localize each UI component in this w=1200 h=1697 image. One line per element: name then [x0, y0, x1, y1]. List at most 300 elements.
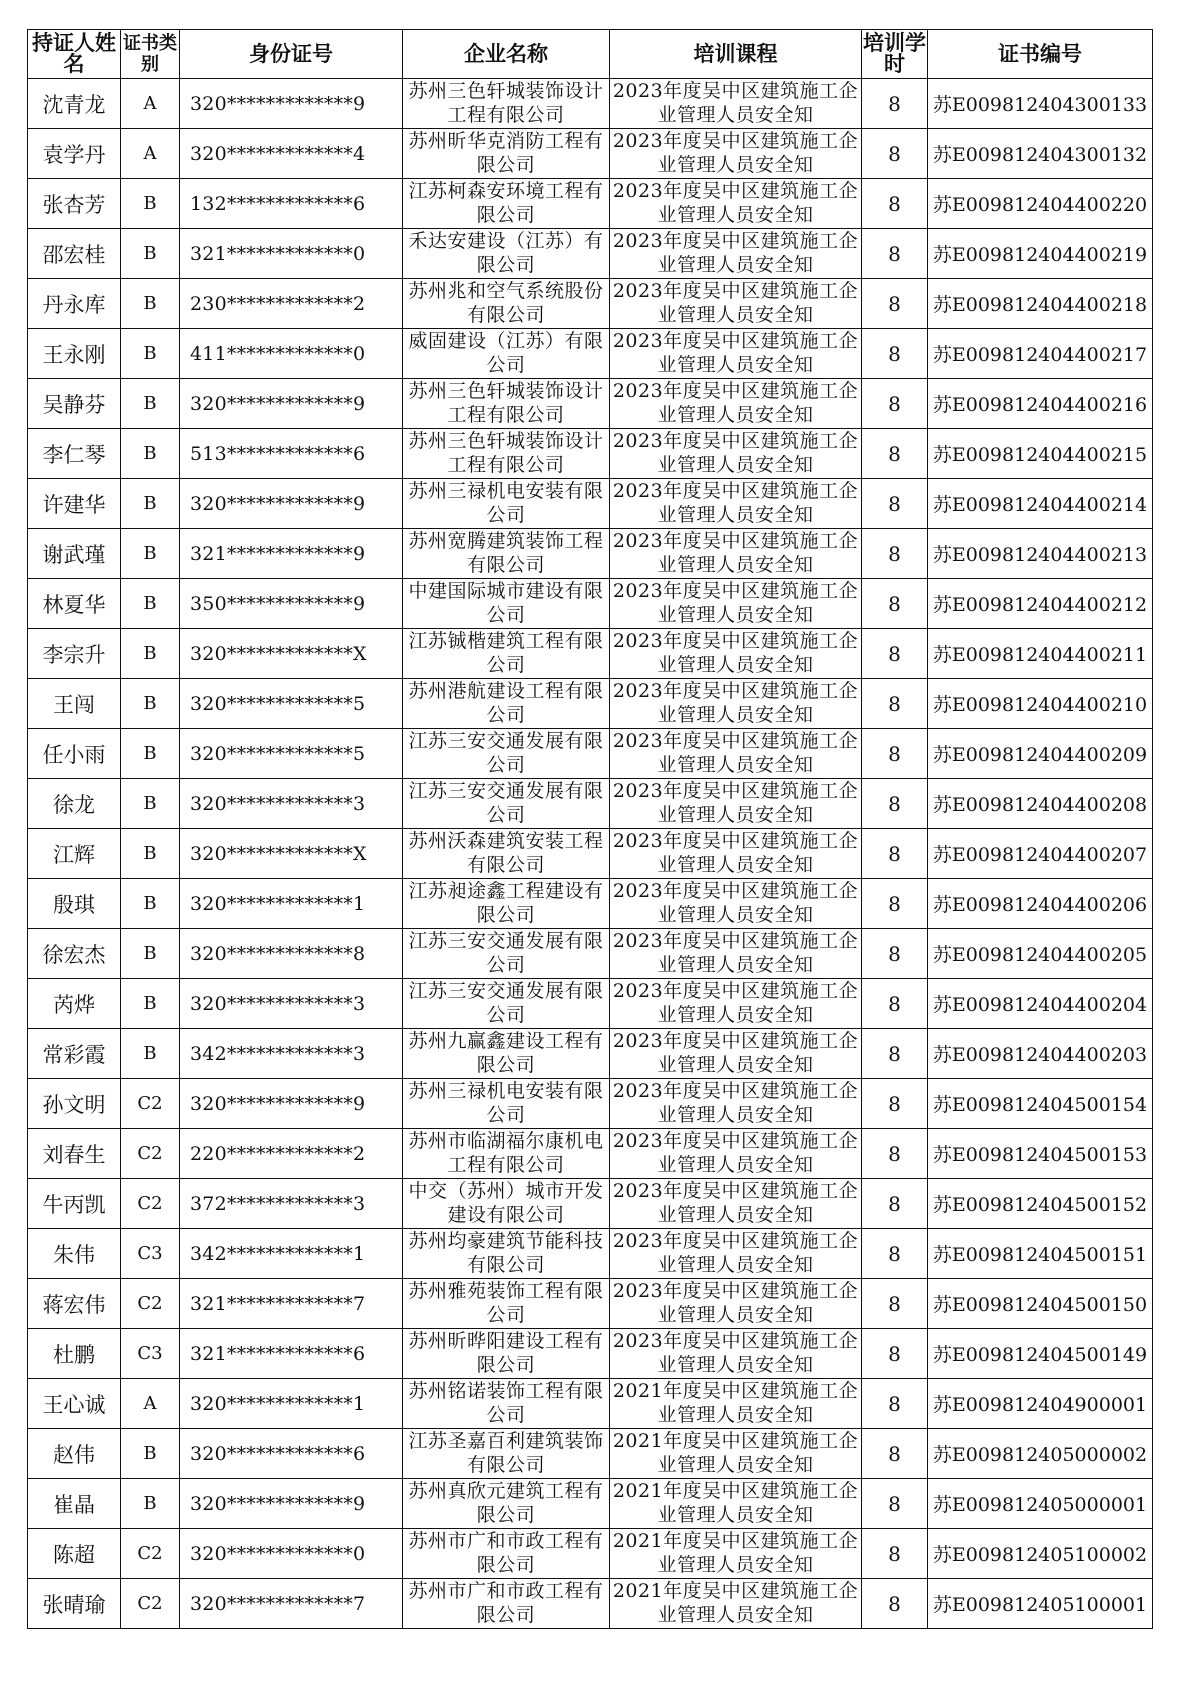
table-row: [28, 879, 1153, 929]
cell-cert-number: 苏E009812404400215: [928, 429, 1153, 479]
cell-company: 苏州港航建设工程有限公司: [408, 679, 604, 726]
table-row: [28, 1079, 1153, 1129]
cell-id-number: 320*************5: [180, 729, 403, 779]
cell-cert-category: C2: [121, 1279, 180, 1329]
cell-company: 苏州三色轩城装饰设计工程有限公司: [408, 79, 604, 126]
cell-company: 苏州兆和空气系统股份有限公司: [408, 279, 604, 326]
cell-cert-category: B: [121, 679, 180, 729]
cell-training-hours: 8: [862, 179, 928, 229]
cell-course: 2023年度吴中区建筑施工企业管理人员安全知: [612, 779, 859, 826]
cell-cert-category: C3: [121, 1229, 180, 1279]
cell-company: 苏州雅苑装饰工程有限公司: [408, 1279, 604, 1326]
cell-cert-category: C2: [121, 1579, 180, 1629]
cell-course: 2023年度吴中区建筑施工企业管理人员安全知: [612, 1029, 859, 1076]
cell-company: 威固建设（江苏）有限公司: [408, 329, 604, 376]
table-row: [28, 1279, 1153, 1329]
cell-course-cell: [610, 129, 862, 179]
cell-course-cell: [610, 1279, 862, 1329]
cell-cert-category: A: [121, 79, 180, 129]
cell-course-cell: [610, 1079, 862, 1129]
cell-cert-category: B: [121, 1479, 180, 1529]
cell-company: 中交（苏州）城市开发建设有限公司: [408, 1179, 604, 1226]
table-row: [28, 1179, 1153, 1229]
cell-id-number: 320*************5: [180, 679, 403, 729]
cell-training-hours: 8: [862, 679, 928, 729]
cell-company: 苏州市广和市政工程有限公司: [408, 1579, 604, 1626]
table-row: [28, 1229, 1153, 1279]
cell-cert-number: 苏E009812404400207: [928, 829, 1153, 879]
cell-holder-name: 李宗升: [28, 629, 121, 679]
cell-cert-category: C2: [121, 1079, 180, 1129]
cell-cert-category: A: [121, 129, 180, 179]
cell-course-cell: [610, 679, 862, 729]
cell-company-cell: [403, 1179, 610, 1229]
cell-id-number: 321*************6: [180, 1329, 403, 1379]
cell-id-number: 320*************9: [180, 379, 403, 429]
cell-course-cell: [610, 1529, 862, 1579]
cell-course: 2021年度吴中区建筑施工企业管理人员安全知: [612, 1379, 859, 1426]
cell-cert-category: B: [121, 229, 180, 279]
cell-cert-category: B: [121, 179, 180, 229]
cell-holder-name: 吴静芬: [28, 379, 121, 429]
cell-holder-name: 沈青龙: [28, 79, 121, 129]
cell-training-hours: 8: [862, 979, 928, 1029]
cell-training-hours: 8: [862, 629, 928, 679]
cell-company-cell: [403, 179, 610, 229]
cell-id-number: 321*************7: [180, 1279, 403, 1329]
cell-id-number: 342*************3: [180, 1029, 403, 1079]
cell-company-cell: [403, 829, 610, 879]
cell-course-cell: [610, 229, 862, 279]
cell-id-number: 320*************3: [180, 779, 403, 829]
cell-cert-category: B: [121, 1429, 180, 1479]
cell-cert-number: 苏E009812404300133: [928, 79, 1153, 129]
cell-course-cell: [610, 1179, 862, 1229]
cell-id-number: 320*************1: [180, 1379, 403, 1429]
cell-id-number: 320*************1: [180, 879, 403, 929]
header-company: 企业名称: [403, 30, 610, 79]
cell-training-hours: 8: [862, 1529, 928, 1579]
table-row: [28, 679, 1153, 729]
cell-cert-category: B: [121, 279, 180, 329]
cell-id-number: 320*************X: [180, 829, 403, 879]
cell-cert-category: B: [121, 929, 180, 979]
cell-course: 2023年度吴中区建筑施工企业管理人员安全知: [612, 279, 859, 326]
cell-id-number: 320*************8: [180, 929, 403, 979]
cell-id-number: 350*************9: [180, 579, 403, 629]
cell-company: 禾达安建设（江苏）有限公司: [408, 229, 604, 276]
cell-id-number: 320*************X: [180, 629, 403, 679]
cell-cert-number: 苏E009812404400209: [928, 729, 1153, 779]
cell-company-cell: [403, 1129, 610, 1179]
cell-course: 2023年度吴中区建筑施工企业管理人员安全知: [612, 1329, 859, 1376]
cell-company: 江苏三安交通发展有限公司: [408, 929, 604, 976]
cell-cert-number: 苏E009812404400212: [928, 579, 1153, 629]
table-row: [28, 79, 1153, 129]
cell-holder-name: 袁学丹: [28, 129, 121, 179]
table-row: [28, 429, 1153, 479]
header-id-number: 身份证号: [180, 30, 403, 79]
table-row: [28, 829, 1153, 879]
table-row: [28, 579, 1153, 629]
cell-course-cell: [610, 379, 862, 429]
cell-training-hours: 8: [862, 79, 928, 129]
cell-holder-name: 崔晶: [28, 1479, 121, 1529]
cell-course-cell: [610, 1579, 862, 1629]
cell-course: 2023年度吴中区建筑施工企业管理人员安全知: [612, 1079, 859, 1126]
cell-cert-number: 苏E009812404500150: [928, 1279, 1153, 1329]
cell-cert-number: 苏E009812404900001: [928, 1379, 1153, 1429]
cell-cert-category: A: [121, 1379, 180, 1429]
cell-company-cell: [403, 329, 610, 379]
table-body: [28, 79, 1153, 1629]
cell-id-number: 320*************9: [180, 79, 403, 129]
cell-company-cell: [403, 979, 610, 1029]
cell-cert-number: 苏E009812404500149: [928, 1329, 1153, 1379]
cell-training-hours: 8: [862, 929, 928, 979]
cell-cert-category: B: [121, 429, 180, 479]
cell-course-cell: [610, 1479, 862, 1529]
cell-cert-category: C2: [121, 1179, 180, 1229]
cell-cert-category: B: [121, 779, 180, 829]
cell-id-number: 320*************4: [180, 129, 403, 179]
cell-course-cell: [610, 929, 862, 979]
cell-training-hours: 8: [862, 479, 928, 529]
cell-course-cell: [610, 79, 862, 129]
cell-id-number: 513*************6: [180, 429, 403, 479]
cell-training-hours: 8: [862, 1079, 928, 1129]
cell-cert-number: 苏E009812404400210: [928, 679, 1153, 729]
cell-course: 2023年度吴中区建筑施工企业管理人员安全知: [612, 329, 859, 376]
cell-course-cell: [610, 1379, 862, 1429]
cell-company: 苏州市临湖福尔康机电工程有限公司: [408, 1129, 604, 1176]
cell-id-number: 321*************0: [180, 229, 403, 279]
table-row: [28, 1479, 1153, 1529]
cell-cert-number: 苏E009812404500154: [928, 1079, 1153, 1129]
cell-course: 2023年度吴中区建筑施工企业管理人员安全知: [612, 729, 859, 776]
table-row: [28, 1129, 1153, 1179]
cell-course: 2021年度吴中区建筑施工企业管理人员安全知: [612, 1579, 859, 1626]
table-header: [28, 30, 1153, 79]
cell-course: 2023年度吴中区建筑施工企业管理人员安全知: [612, 829, 859, 876]
cell-training-hours: 8: [862, 1329, 928, 1379]
cell-training-hours: 8: [862, 1179, 928, 1229]
cell-company: 苏州昕华克消防工程有限公司: [408, 129, 604, 176]
cell-training-hours: 8: [862, 829, 928, 879]
cell-course: 2023年度吴中区建筑施工企业管理人员安全知: [612, 1229, 859, 1276]
cell-cert-number: 苏E009812405000002: [928, 1429, 1153, 1479]
header-cert-number: 证书编号: [928, 30, 1153, 79]
cell-holder-name: 徐龙: [28, 779, 121, 829]
cell-training-hours: 8: [862, 529, 928, 579]
cell-training-hours: 8: [862, 879, 928, 929]
cell-holder-name: 丹永库: [28, 279, 121, 329]
table-row: [28, 1429, 1153, 1479]
cell-company: 苏州昕晔阳建设工程有限公司: [408, 1329, 604, 1376]
header-row: [28, 30, 1153, 79]
cell-id-number: 372*************3: [180, 1179, 403, 1229]
cell-company-cell: [403, 1379, 610, 1429]
cell-cert-category: B: [121, 979, 180, 1029]
cell-cert-category: C3: [121, 1329, 180, 1379]
cell-id-number: 320*************7: [180, 1579, 403, 1629]
table-row: [28, 729, 1153, 779]
cell-company: 苏州均豪建筑节能科技有限公司: [408, 1229, 604, 1276]
cell-course: 2023年度吴中区建筑施工企业管理人员安全知: [612, 229, 859, 276]
cell-company-cell: [403, 1429, 610, 1479]
cell-company: 中建国际城市建设有限公司: [408, 579, 604, 626]
cell-company: 苏州三禄机电安装有限公司: [408, 1079, 604, 1126]
certificate-table: [27, 29, 1153, 1629]
cell-course: 2023年度吴中区建筑施工企业管理人员安全知: [612, 479, 859, 526]
cell-cert-number: 苏E009812404400213: [928, 529, 1153, 579]
cell-training-hours: 8: [862, 1479, 928, 1529]
cell-id-number: 320*************9: [180, 1479, 403, 1529]
cell-course: 2023年度吴中区建筑施工企业管理人员安全知: [612, 879, 859, 926]
cell-cert-number: 苏E009812404400204: [928, 979, 1153, 1029]
cell-id-number: 320*************0: [180, 1529, 403, 1579]
cell-cert-number: 苏E009812404400220: [928, 179, 1153, 229]
cell-course: 2023年度吴中区建筑施工企业管理人员安全知: [612, 79, 859, 126]
cell-id-number: 320*************9: [180, 479, 403, 529]
cell-cert-number: 苏E009812405000001: [928, 1479, 1153, 1529]
cell-holder-name: 殷琪: [28, 879, 121, 929]
cell-company-cell: [403, 1079, 610, 1129]
cell-holder-name: 杜鹏: [28, 1329, 121, 1379]
cell-course-cell: [610, 579, 862, 629]
cell-holder-name: 牛丙凯: [28, 1179, 121, 1229]
cell-company-cell: [403, 379, 610, 429]
cell-holder-name: 孙文明: [28, 1079, 121, 1129]
cell-course-cell: [610, 1329, 862, 1379]
cell-holder-name: 王永刚: [28, 329, 121, 379]
cell-company: 江苏昶途鑫工程建设有限公司: [408, 879, 604, 926]
cell-training-hours: 8: [862, 579, 928, 629]
cell-course-cell: [610, 1129, 862, 1179]
cell-course-cell: [610, 629, 862, 679]
cell-company: 江苏三安交通发展有限公司: [408, 979, 604, 1026]
cell-course: 2021年度吴中区建筑施工企业管理人员安全知: [612, 1529, 859, 1576]
cell-course-cell: [610, 429, 862, 479]
table-row: [28, 1329, 1153, 1379]
cell-course: 2021年度吴中区建筑施工企业管理人员安全知: [612, 1429, 859, 1476]
cell-cert-number: 苏E009812404400217: [928, 329, 1153, 379]
table-row: [28, 1579, 1153, 1629]
cell-company-cell: [403, 129, 610, 179]
cell-course: 2023年度吴中区建筑施工企业管理人员安全知: [612, 179, 859, 226]
cell-cert-category: B: [121, 579, 180, 629]
cell-course: 2023年度吴中区建筑施工企业管理人员安全知: [612, 679, 859, 726]
cell-holder-name: 王闯: [28, 679, 121, 729]
table-row: [28, 1029, 1153, 1079]
cell-training-hours: 8: [862, 229, 928, 279]
header-holder-name: 持证人姓名: [28, 30, 121, 79]
header-training-hours: 培训学时: [862, 30, 928, 79]
cell-company-cell: [403, 1229, 610, 1279]
cell-id-number: 320*************3: [180, 979, 403, 1029]
cell-course: 2023年度吴中区建筑施工企业管理人员安全知: [612, 529, 859, 576]
cell-holder-name: 芮烨: [28, 979, 121, 1029]
cell-cert-number: 苏E009812404400214: [928, 479, 1153, 529]
cell-company-cell: [403, 1279, 610, 1329]
cell-cert-number: 苏E009812404500153: [928, 1129, 1153, 1179]
cell-company-cell: [403, 1479, 610, 1529]
cell-training-hours: 8: [862, 129, 928, 179]
cell-holder-name: 李仁琴: [28, 429, 121, 479]
cell-cert-number: 苏E009812404500152: [928, 1179, 1153, 1229]
cell-cert-category: B: [121, 629, 180, 679]
table-row: [28, 779, 1153, 829]
cell-company-cell: [403, 229, 610, 279]
cell-holder-name: 赵伟: [28, 1429, 121, 1479]
cell-cert-category: C2: [121, 1129, 180, 1179]
cell-holder-name: 刘春生: [28, 1129, 121, 1179]
cell-company: 苏州三色轩城装饰设计工程有限公司: [408, 379, 604, 426]
cell-company: 苏州市广和市政工程有限公司: [408, 1529, 604, 1576]
cell-id-number: 342*************1: [180, 1229, 403, 1279]
cell-course-cell: [610, 179, 862, 229]
cell-holder-name: 蒋宏伟: [28, 1279, 121, 1329]
table-row: [28, 529, 1153, 579]
cell-holder-name: 王心诚: [28, 1379, 121, 1429]
cell-training-hours: 8: [862, 279, 928, 329]
table-row: [28, 929, 1153, 979]
cell-cert-category: B: [121, 879, 180, 929]
cell-company-cell: [403, 529, 610, 579]
cell-company-cell: [403, 479, 610, 529]
cell-id-number: 220*************2: [180, 1129, 403, 1179]
cell-company-cell: [403, 679, 610, 729]
table-row: [28, 629, 1153, 679]
cell-cert-number: 苏E009812404500151: [928, 1229, 1153, 1279]
cell-training-hours: 8: [862, 1029, 928, 1079]
cell-course-cell: [610, 329, 862, 379]
cell-cert-number: 苏E009812405100001: [928, 1579, 1153, 1629]
cell-course-cell: [610, 1429, 862, 1479]
table-row: [28, 1529, 1153, 1579]
cell-training-hours: 8: [862, 329, 928, 379]
cell-training-hours: 8: [862, 779, 928, 829]
cell-training-hours: 8: [862, 1379, 928, 1429]
cell-company: 江苏圣嘉百利建筑装饰有限公司: [408, 1429, 604, 1476]
cell-company: 苏州宽腾建筑装饰工程有限公司: [408, 529, 604, 576]
cell-course: 2021年度吴中区建筑施工企业管理人员安全知: [612, 1479, 859, 1526]
cell-cert-number: 苏E009812404400205: [928, 929, 1153, 979]
cell-company: 江苏柯森安环境工程有限公司: [408, 179, 604, 226]
table-row: [28, 379, 1153, 429]
cell-training-hours: 8: [862, 379, 928, 429]
cell-holder-name: 任小雨: [28, 729, 121, 779]
cell-cert-number: 苏E009812404400211: [928, 629, 1153, 679]
cell-course: 2023年度吴中区建筑施工企业管理人员安全知: [612, 979, 859, 1026]
cell-cert-number: 苏E009812404400216: [928, 379, 1153, 429]
cell-holder-name: 徐宏杰: [28, 929, 121, 979]
cell-id-number: 132*************6: [180, 179, 403, 229]
cell-company-cell: [403, 629, 610, 679]
cell-cert-number: 苏E009812404400203: [928, 1029, 1153, 1079]
cell-holder-name: 陈超: [28, 1529, 121, 1579]
cell-training-hours: 8: [862, 429, 928, 479]
cell-company-cell: [403, 579, 610, 629]
cell-company-cell: [403, 929, 610, 979]
cell-course-cell: [610, 829, 862, 879]
cell-training-hours: 8: [862, 729, 928, 779]
cell-cert-number: 苏E009812404400208: [928, 779, 1153, 829]
cell-cert-number: 苏E009812405100002: [928, 1529, 1153, 1579]
cell-cert-category: B: [121, 829, 180, 879]
cell-course: 2023年度吴中区建筑施工企业管理人员安全知: [612, 1279, 859, 1326]
table-row: [28, 479, 1153, 529]
cell-company-cell: [403, 279, 610, 329]
cell-company-cell: [403, 79, 610, 129]
table-row: [28, 179, 1153, 229]
cell-holder-name: 许建华: [28, 479, 121, 529]
cell-cert-number: 苏E009812404400206: [928, 879, 1153, 929]
cell-course-cell: [610, 1029, 862, 1079]
cell-company-cell: [403, 429, 610, 479]
cell-id-number: 321*************9: [180, 529, 403, 579]
cell-course: 2023年度吴中区建筑施工企业管理人员安全知: [612, 1129, 859, 1176]
cell-company: 苏州九赢鑫建设工程有限公司: [408, 1029, 604, 1076]
cell-holder-name: 邵宏桂: [28, 229, 121, 279]
table-row: [28, 1379, 1153, 1429]
cell-course-cell: [610, 729, 862, 779]
cell-cert-category: B: [121, 479, 180, 529]
cell-company-cell: [403, 1529, 610, 1579]
cell-course: 2023年度吴中区建筑施工企业管理人员安全知: [612, 579, 859, 626]
cell-course: 2023年度吴中区建筑施工企业管理人员安全知: [612, 429, 859, 476]
cell-cert-number: 苏E009812404400219: [928, 229, 1153, 279]
table-row: [28, 279, 1153, 329]
cell-company: 苏州铭诺装饰工程有限公司: [408, 1379, 604, 1426]
cell-course: 2023年度吴中区建筑施工企业管理人员安全知: [612, 929, 859, 976]
cell-id-number: 230*************2: [180, 279, 403, 329]
cell-company: 江苏三安交通发展有限公司: [408, 779, 604, 826]
table-row: [28, 129, 1153, 179]
cell-training-hours: 8: [862, 1229, 928, 1279]
cell-cert-category: B: [121, 1029, 180, 1079]
cell-holder-name: 常彩霞: [28, 1029, 121, 1079]
cell-training-hours: 8: [862, 1579, 928, 1629]
cell-holder-name: 江辉: [28, 829, 121, 879]
cell-course: 2023年度吴中区建筑施工企业管理人员安全知: [612, 1179, 859, 1226]
table-row: [28, 979, 1153, 1029]
cell-cert-category: B: [121, 529, 180, 579]
cell-company-cell: [403, 779, 610, 829]
cell-course: 2023年度吴中区建筑施工企业管理人员安全知: [612, 379, 859, 426]
cell-course-cell: [610, 979, 862, 1029]
table-row: [28, 229, 1153, 279]
cell-id-number: 411*************0: [180, 329, 403, 379]
cell-holder-name: 朱伟: [28, 1229, 121, 1279]
cell-course: 2023年度吴中区建筑施工企业管理人员安全知: [612, 129, 859, 176]
cell-id-number: 320*************6: [180, 1429, 403, 1479]
cell-course-cell: [610, 529, 862, 579]
cell-training-hours: 8: [862, 1429, 928, 1479]
cell-holder-name: 谢武瑾: [28, 529, 121, 579]
cell-company: 苏州三禄机电安装有限公司: [408, 479, 604, 526]
cell-course-cell: [610, 279, 862, 329]
table-row: [28, 329, 1153, 379]
header-course: 培训课程: [610, 30, 862, 79]
cell-course: 2023年度吴中区建筑施工企业管理人员安全知: [612, 629, 859, 676]
cell-cert-category: B: [121, 329, 180, 379]
cell-course-cell: [610, 479, 862, 529]
cell-cert-category: B: [121, 729, 180, 779]
cell-company: 苏州三色轩城装饰设计工程有限公司: [408, 429, 604, 476]
cell-course-cell: [610, 879, 862, 929]
cell-training-hours: 8: [862, 1279, 928, 1329]
